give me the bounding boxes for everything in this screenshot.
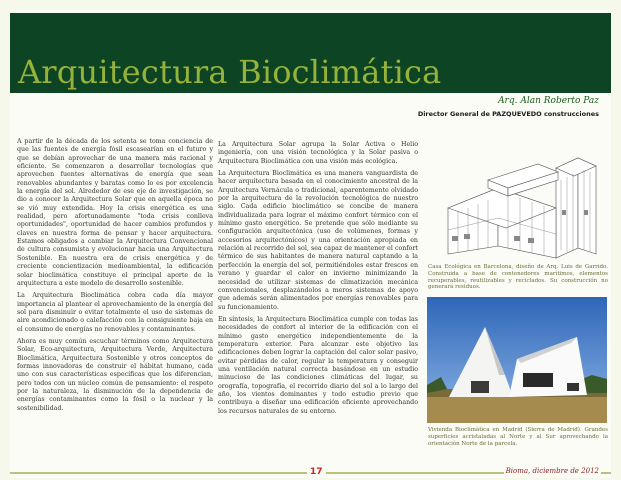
author-role: Director General de PAZQUEVEDO construcciones (417, 110, 599, 118)
edition-date: Bioma, diciembre de 2012 (505, 467, 599, 475)
bioclimatic-house-photo (427, 297, 607, 423)
ecological-house-illustration (428, 150, 603, 262)
page-number: 17 (307, 467, 326, 477)
paragraph: La Arquitectura Solar agrupa la Solar Activa o Helio ingeniería, con una visión tecnológica y la Solar pasiva o Arquitectura Bioclimática con una visión más ecológica. (218, 141, 418, 165)
header-banner (10, 13, 611, 93)
page (10, 10, 611, 478)
paragraph: La Arquitectura Bioclimática cobra cada día mayor importancia al plantear el aprovechamiento de la energía del sol para disminuir o evitar totalmente el uso de sistemas de aire acondicionado o calefacción con la consiguiente baja en el consumo de energías no renovables y contaminantes. (17, 292, 213, 333)
text-column-2 (218, 141, 418, 420)
figure-caption-1: Casa Ecológica en Barcelona, diseño de Arq. Luis de Garrido. Construida a base de contenedores marítimos, elementos recuperables, reutilizables y reciclados. Su construcción no generará residuos. (428, 264, 608, 291)
paragraph: A partir de la década de los setenta se toma conciencia de que las fuentes de energía fósil escasearían en el futuro y que se debían aprovechar de una manera más racional y eficiente. Se comenzaron a desarrollar tecnologías que aprovechen fuentes alternativas de energía que sean renovables abundantes y baratas como lo es por excelencia la energía del sol. Alrededor de ese eje de investigación, se dio a conocer la Arquitectura Solar que en aquella época no se vió muy extendida. Hoy la crisis energética es una realidad, pero afortunadamente "toda crisis conlleva oportunidades", oportunidad de hacer cambios profundos y claves en nuestra forma de pensar y hacer arquitectura. Estamos obligados a cambiar la Arquitectura Convencional de cultura consumista y evolucionar hacia una Arquitectura Sostenible. En nuestra era de crisis energética y de creciente concientización medioambiental, la edificación solar bioclimática constituye el principal aporte de la arquitectura a este modelo de desarrollo sostenible. (17, 138, 213, 287)
paragraph: En síntesis, la Arquitectura Bioclimática cumple con todas las necesidades de confort al interior de la edificación con el mínimo gasto energético independientemente de la temperatura exterior. Para alcanzar este objetivo las edificaciones deben lograr la captación del calor solar pasivo, evitar pérdidas de calor, regular la temperatura y conseguir una ventilación natural correcta basándose en un estudio minucioso de las condiciones climáticas del lugar, su orografía, topografía, el recorrido diario del sol a lo largo del año, los vientos dominantes y todo estudio previo que contribuya a diseñar una edificación eficiente aprovechando los recursos naturales de su entorno. (218, 315, 418, 415)
figure-caption-2: Vivienda Bioclimática en Madrid (Sierra de Madrid). Grandes superficies acristaladas al Norte y al Sur aprovechando la orientación Norte de la parcela. (428, 427, 608, 447)
author-name: Arq. Alan Roberto Paz (498, 96, 599, 106)
paragraph: La Arquitectura Bioclimática es una manera vanguardista de hacer arquitectura basada en el conocimiento ancestral de la Arquitectura Vernácula o tradicional, aparentemente olvidado por la arquitectura de la revolución tecnológica de nuestro siglo. Cada edificio bioclimático se concibe de manera individualizada para lograr el máximo confort térmico con el mínimo gasto energético. Se pretende que sólo mediante su configuración arquitectónica (uso de volúmenes, formas y accesorios arquitectónicos) y una orientación apropiada en relación al recorrido del sol, sea capaz de mantener el confort térmico de sus habitantes de manera natural captando a la perfección la energía del sol, permitiéndoles estar frescos en verano y guardar el calor en invierno minimizando la necesidad de utilizar sistemas de climatización mecánica convencionales, desplazándolos a meros sistemas de apoyo que además serán alimentados por energías renovables para su funcionamiento. (218, 170, 418, 311)
paragraph: Ahora es muy común escuchar términos como Arquitectura Solar, Eco-arquitectura, Arquitectura Verde, Arquitectura Bioclimática, Arquitectura Sostenible y otros conceptos de formas innovadoras de construir el hábitat humano, cada uno con sus características específicas que los diferencian, pero todos con un núcleo común de pensamiento: el respeto por la naturaleza, la disminución de la dependencia de energías contaminantes como la fósil o la nuclear y la sostenibilidad. (17, 337, 213, 412)
page-title: Arquitectura Bioclimática (18, 53, 442, 91)
text-column-1 (17, 138, 213, 417)
